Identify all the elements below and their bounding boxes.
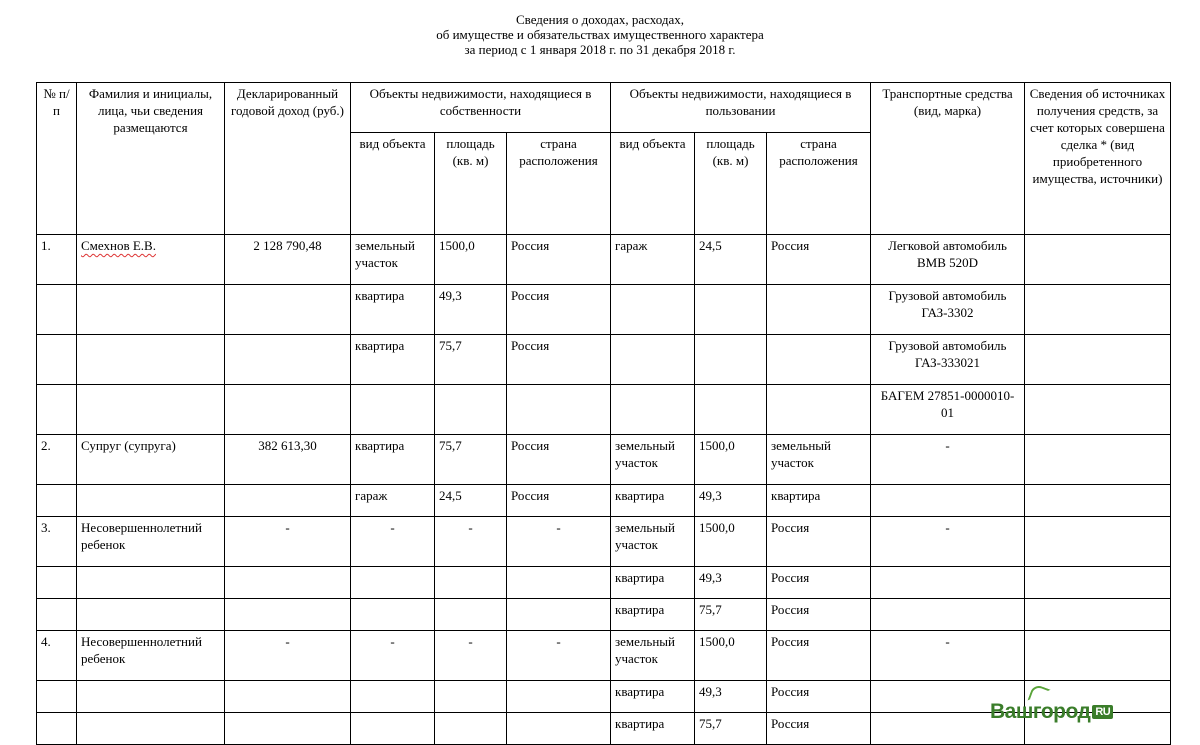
header-income: Декларированный годовой доход (руб.) (225, 83, 351, 235)
cell-use-country (767, 335, 871, 385)
cell-own-area: - (435, 631, 507, 681)
cell-name (77, 599, 225, 631)
declarant-name: Смехнов Е.В. (81, 238, 156, 253)
cell-own-type (351, 599, 435, 631)
declaration-table (36, 82, 1171, 745)
cell-sources (1025, 485, 1171, 517)
header-transport: Транспортные средства (вид, марка) (871, 83, 1025, 235)
cell-use-area: 75,7 (695, 713, 767, 745)
cell-name (77, 681, 225, 713)
title-line-1: Сведения о доходах, расходах, (515, 12, 685, 27)
header-used: Объекты недвижимости, находящиеся в пользовании (611, 83, 871, 133)
header-sources: Сведения об источниках получения средств, за счет которых совершена сделка * (вид приобретенного имущества, источники) (1025, 83, 1171, 235)
cell-own-area: 1500,0 (435, 235, 507, 285)
cell-own-type: - (351, 517, 435, 567)
cell-use-type: квартира (611, 681, 695, 713)
cell-own-area: 75,7 (435, 335, 507, 385)
cell-own-type (351, 681, 435, 713)
cell-own-type: гараж (351, 485, 435, 517)
cell-own-area (435, 599, 507, 631)
cell-name: Супруг (супруга) (77, 435, 225, 485)
cell-name (77, 335, 225, 385)
cell-own-country (507, 385, 611, 435)
cell-transport: Грузовой автомобиль ГАЗ-3302 (871, 285, 1025, 335)
table-row (37, 435, 1171, 485)
cell-name (77, 567, 225, 599)
cell-use-area: 49,3 (695, 681, 767, 713)
cell-use-country: Россия (767, 517, 871, 567)
header-row (37, 83, 1171, 133)
cell-use-type: квартира (611, 567, 695, 599)
cell-name: Несовершеннолетний ребенок (77, 517, 225, 567)
cell-transport: - (871, 517, 1025, 567)
watermark-brand: Вашгород (990, 700, 1091, 723)
table-row (37, 599, 1171, 631)
cell-sources (1025, 385, 1171, 435)
cell-income (225, 567, 351, 599)
cell-use-country: квартира (767, 485, 871, 517)
table-row (37, 517, 1171, 567)
cell-sources (1025, 335, 1171, 385)
cell-use-area: 1500,0 (695, 631, 767, 681)
site-watermark (990, 700, 1113, 724)
cell-own-area: 75,7 (435, 435, 507, 485)
cell-name (77, 713, 225, 745)
cell-transport (871, 599, 1025, 631)
cell-use-type: земельный участок (611, 435, 695, 485)
cell-own-country: Россия (507, 485, 611, 517)
cell-transport: БАГЕМ 27851-0000010-01 (871, 385, 1025, 435)
cell-num (37, 335, 77, 385)
table-row (37, 631, 1171, 681)
cell-own-country (507, 599, 611, 631)
cell-transport: Грузовой автомобиль ГАЗ-333021 (871, 335, 1025, 385)
cell-own-country (507, 567, 611, 599)
header-name: Фамилия и инициалы, лица, чьи сведения размещаются (77, 83, 225, 235)
cell-num (37, 485, 77, 517)
cell-income: 382 613,30 (225, 435, 351, 485)
cell-use-country: Россия (767, 599, 871, 631)
cell-use-area: 49,3 (695, 485, 767, 517)
cell-own-country (507, 681, 611, 713)
cell-sources (1025, 567, 1171, 599)
cell-num (37, 599, 77, 631)
table-row (37, 485, 1171, 517)
cell-num (37, 385, 77, 435)
cell-income (225, 599, 351, 631)
cell-use-type: квартира (611, 713, 695, 745)
cell-use-type: квартира (611, 599, 695, 631)
cell-own-area: - (435, 517, 507, 567)
cell-own-area (435, 567, 507, 599)
cell-num (37, 567, 77, 599)
cell-num: 3. (37, 517, 77, 567)
table-row (37, 385, 1171, 435)
cell-name (77, 235, 225, 285)
cell-sources (1025, 435, 1171, 485)
cell-use-type: земельный участок (611, 517, 695, 567)
cell-num: 4. (37, 631, 77, 681)
cell-num (37, 285, 77, 335)
cell-own-area (435, 713, 507, 745)
cell-use-type (611, 335, 695, 385)
table-row (37, 335, 1171, 385)
cell-sources (1025, 235, 1171, 285)
header-owned: Объекты недвижимости, находящиеся в собственности (351, 83, 611, 133)
cell-income (225, 285, 351, 335)
cell-use-area: 75,7 (695, 599, 767, 631)
cell-own-type: квартира (351, 435, 435, 485)
cell-income (225, 713, 351, 745)
cell-own-country: Россия (507, 335, 611, 385)
cell-own-type: - (351, 631, 435, 681)
cell-own-area: 49,3 (435, 285, 507, 335)
cell-name: Несовершеннолетний ребенок (77, 631, 225, 681)
cell-income (225, 485, 351, 517)
cell-income (225, 385, 351, 435)
cell-own-country: Россия (507, 285, 611, 335)
cell-num (37, 681, 77, 713)
cell-use-country: земельный участок (767, 435, 871, 485)
cell-own-country: Россия (507, 235, 611, 285)
watermark-tld: RU (1092, 705, 1113, 719)
cell-use-area: 1500,0 (695, 435, 767, 485)
cell-use-area: 49,3 (695, 567, 767, 599)
cell-use-area: 24,5 (695, 235, 767, 285)
table-row (37, 567, 1171, 599)
cell-use-country: Россия (767, 567, 871, 599)
cell-own-type (351, 713, 435, 745)
cell-income (225, 335, 351, 385)
cell-own-country: - (507, 517, 611, 567)
table-body (37, 235, 1171, 745)
cell-own-type: земельный участок (351, 235, 435, 285)
cell-use-area (695, 285, 767, 335)
cell-num: 1. (37, 235, 77, 285)
cell-use-country: Россия (767, 235, 871, 285)
cell-use-country (767, 385, 871, 435)
document-title (0, 12, 1200, 57)
cell-sources (1025, 631, 1171, 681)
cell-num (37, 713, 77, 745)
cell-sources (1025, 285, 1171, 335)
cell-own-area: 24,5 (435, 485, 507, 517)
table-row (37, 235, 1171, 285)
cell-use-type: квартира (611, 485, 695, 517)
cell-name (77, 385, 225, 435)
cell-income: - (225, 517, 351, 567)
cell-income: 2 128 790,48 (225, 235, 351, 285)
cell-use-area: 1500,0 (695, 517, 767, 567)
cell-num: 2. (37, 435, 77, 485)
subheader-owned-type: вид объекта (351, 133, 435, 235)
cell-own-country: Россия (507, 435, 611, 485)
cell-own-type (351, 567, 435, 599)
header-num: № п/п (37, 83, 77, 235)
cell-use-country: Россия (767, 713, 871, 745)
subheader-owned-area: площадь (кв. м) (435, 133, 507, 235)
cell-transport (871, 567, 1025, 599)
cell-use-area (695, 385, 767, 435)
subheader-owned-country: страна расположения (507, 133, 611, 235)
table-row (37, 285, 1171, 335)
cell-use-type (611, 285, 695, 335)
cell-use-country: Россия (767, 631, 871, 681)
cell-use-type (611, 385, 695, 435)
cell-name (77, 485, 225, 517)
cell-income (225, 681, 351, 713)
cell-own-area (435, 385, 507, 435)
cell-own-country: - (507, 631, 611, 681)
cell-own-type: квартира (351, 335, 435, 385)
cell-sources (1025, 599, 1171, 631)
subheader-used-country: страна расположения (767, 133, 871, 235)
cell-income: - (225, 631, 351, 681)
cell-use-country: Россия (767, 681, 871, 713)
subheader-used-area: площадь (кв. м) (695, 133, 767, 235)
cell-use-type: земельный участок (611, 631, 695, 681)
cell-own-type (351, 385, 435, 435)
cell-name (77, 285, 225, 335)
cell-transport (871, 485, 1025, 517)
cell-use-area (695, 335, 767, 385)
cell-sources (1025, 517, 1171, 567)
cell-transport: - (871, 435, 1025, 485)
cell-transport: Легковой автомобиль BMB 520D (871, 235, 1025, 285)
cell-transport: - (871, 631, 1025, 681)
title-line-3: за период с 1 января 2018 г. по 31 декабря 2018 г. (464, 42, 736, 57)
cell-own-country (507, 713, 611, 745)
cell-own-area (435, 681, 507, 713)
title-line-2: об имуществе и обязательствах имущественного характера (436, 27, 764, 42)
cell-own-type: квартира (351, 285, 435, 335)
subheader-used-type: вид объекта (611, 133, 695, 235)
cell-use-country (767, 285, 871, 335)
cell-use-type: гараж (611, 235, 695, 285)
